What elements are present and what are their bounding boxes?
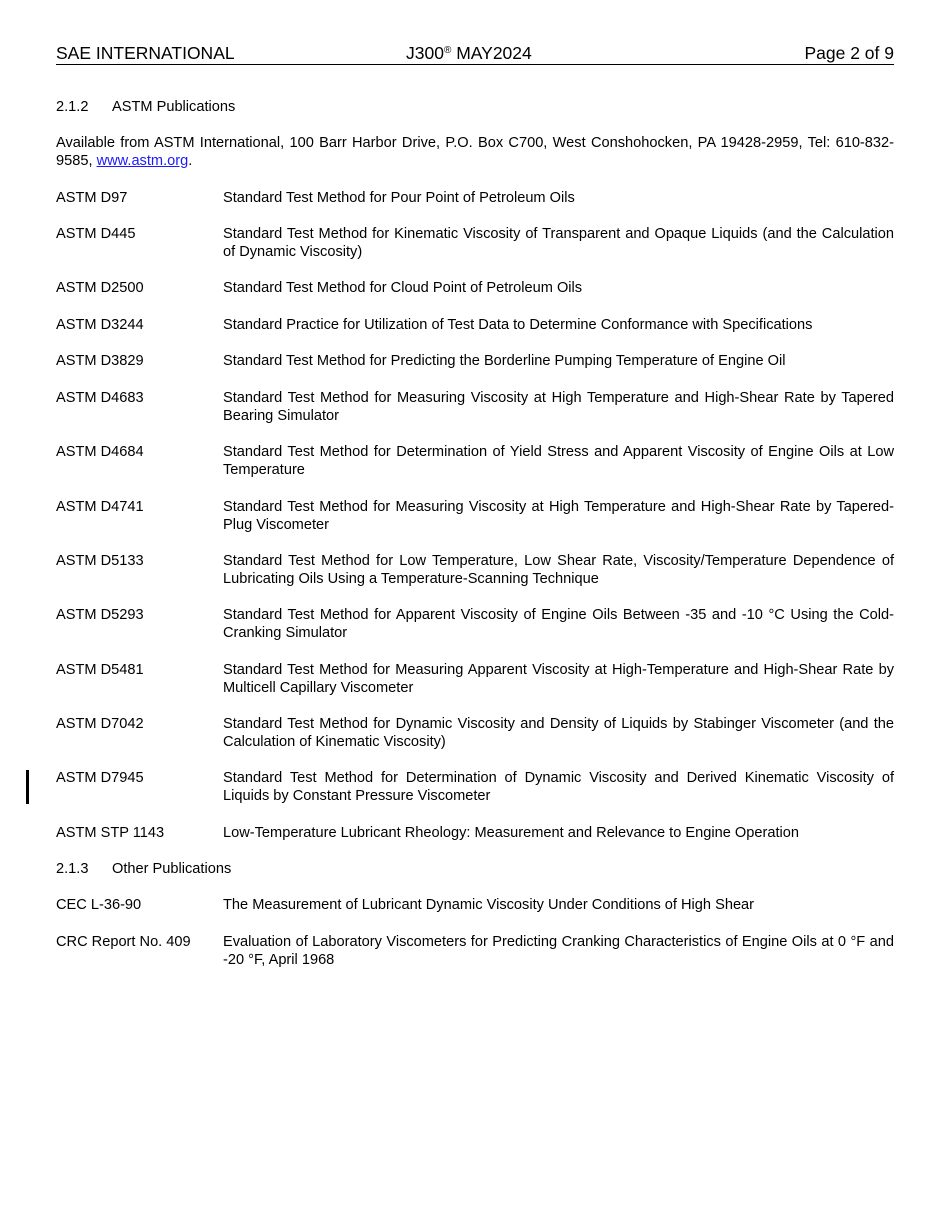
reference-item (56, 896, 894, 914)
section-number: 2.1.2 (56, 99, 89, 115)
reference-item (56, 552, 894, 588)
reference-item (56, 389, 894, 425)
section-number: 2.1.3 (56, 861, 89, 877)
reference-code: ASTM D7042 (56, 716, 144, 732)
intro-period: . (188, 153, 193, 169)
reference-title: Standard Test Method for Measuring Apparent Viscosity at High-Temperature and High-Shear Rate by Multicell Capillary Viscometer (223, 662, 894, 696)
reference-code: CRC Report No. 409 (56, 934, 191, 950)
reference-code: ASTM D3829 (56, 353, 144, 369)
reference-title: Low-Temperature Lubricant Rheology: Measurement and Relevance to Engine Operation (223, 825, 799, 841)
reference-code: ASTM D445 (56, 226, 136, 242)
registered-mark: ® (443, 45, 452, 56)
doc-id: J300 (406, 43, 444, 63)
reference-code: ASTM D3244 (56, 317, 144, 333)
reference-title: Standard Test Method for Low Temperature, Low Shear Rate, Viscosity/Temperature Dependence of Lubricating Oils Using a Temperature-Scanning Technique (223, 553, 894, 587)
reference-title: Standard Test Method for Determination of Dynamic Viscosity and Derived Kinematic Viscosity of Liquids by Constant Pressure Viscometer (223, 770, 894, 804)
reference-item (56, 933, 894, 969)
reference-item (56, 352, 894, 370)
reference-item (56, 498, 894, 534)
reference-item (56, 279, 894, 297)
astm-website-link[interactable]: www.astm.org (96, 153, 189, 169)
reference-title: Evaluation of Laboratory Viscometers for Predicting Cranking Characteristics of Engine Oils at 0 °F and -20 °F, April 1968 (223, 934, 894, 968)
reference-title: Standard Test Method for Dynamic Viscosity and Density of Liquids by Stabinger Viscometer (and the Calculation of Kinematic Viscosity) (223, 716, 894, 750)
reference-title: Standard Test Method for Cloud Point of Petroleum Oils (223, 280, 583, 296)
reference-title: The Measurement of Lubricant Dynamic Viscosity Under Conditions of High Shear (223, 897, 755, 913)
header-org: SAE INTERNATIONAL (56, 43, 235, 63)
reference-item (56, 189, 894, 207)
reference-code: ASTM D4683 (56, 390, 144, 406)
reference-code: ASTM D5293 (56, 607, 144, 623)
reference-item (56, 769, 894, 805)
reference-item (56, 316, 894, 334)
section-2-1-2-heading (56, 98, 235, 116)
reference-item (56, 715, 894, 751)
reference-title: Standard Test Method for Apparent Viscosity of Engine Oils Between -35 and -10 °C Using the Cold-Cranking Simulator (223, 607, 894, 641)
reference-code: ASTM D5481 (56, 662, 144, 678)
intro-text: Available from ASTM International, 100 Barr Harbor Drive, P.O. Box C700, West Conshohocken, PA 19428-2959, Tel: 610-832-9585, (56, 135, 894, 169)
reference-title: Standard Test Method for Determination of Yield Stress and Apparent Viscosity of Engine Oils at Low Temperature (223, 444, 894, 478)
reference-title: Standard Practice for Utilization of Test Data to Determine Conformance with Specifications (223, 317, 813, 333)
revision-change-bar (26, 770, 29, 804)
astm-availability-paragraph (56, 134, 894, 170)
reference-title: Standard Test Method for Measuring Viscosity at High Temperature and High-Shear Rate by Tapered-Plug Viscometer (223, 499, 894, 533)
reference-item (56, 661, 894, 697)
reference-code: ASTM D7945 (56, 770, 144, 786)
reference-title: Standard Test Method for Kinematic Viscosity of Transparent and Opaque Liquids (and the Calculation of Dynamic Viscosity) (223, 226, 894, 260)
reference-code: ASTM D4741 (56, 499, 144, 515)
reference-code: ASTM D97 (56, 190, 128, 206)
doc-date: MAY2024 (451, 43, 532, 63)
reference-code: ASTM D2500 (56, 280, 144, 296)
section-title: ASTM Publications (112, 99, 236, 115)
section-2-1-3-heading (56, 860, 231, 878)
reference-item (56, 824, 894, 842)
header-doc-id (406, 44, 532, 62)
reference-title: Standard Test Method for Pour Point of Petroleum Oils (223, 190, 575, 206)
reference-code: ASTM STP 1143 (56, 825, 165, 841)
reference-code: ASTM D4684 (56, 444, 144, 460)
reference-code: ASTM D5133 (56, 553, 144, 569)
reference-item (56, 443, 894, 479)
reference-item (56, 606, 894, 642)
reference-code: CEC L-36-90 (56, 897, 142, 913)
reference-title: Standard Test Method for Measuring Viscosity at High Temperature and High-Shear Rate by Tapered Bearing Simulator (223, 390, 894, 424)
reference-title: Standard Test Method for Predicting the Borderline Pumping Temperature of Engine Oil (223, 353, 786, 369)
header-page-number: Page 2 of 9 (804, 43, 894, 63)
page-header (56, 43, 894, 65)
reference-item (56, 225, 894, 261)
section-title: Other Publications (112, 861, 232, 877)
